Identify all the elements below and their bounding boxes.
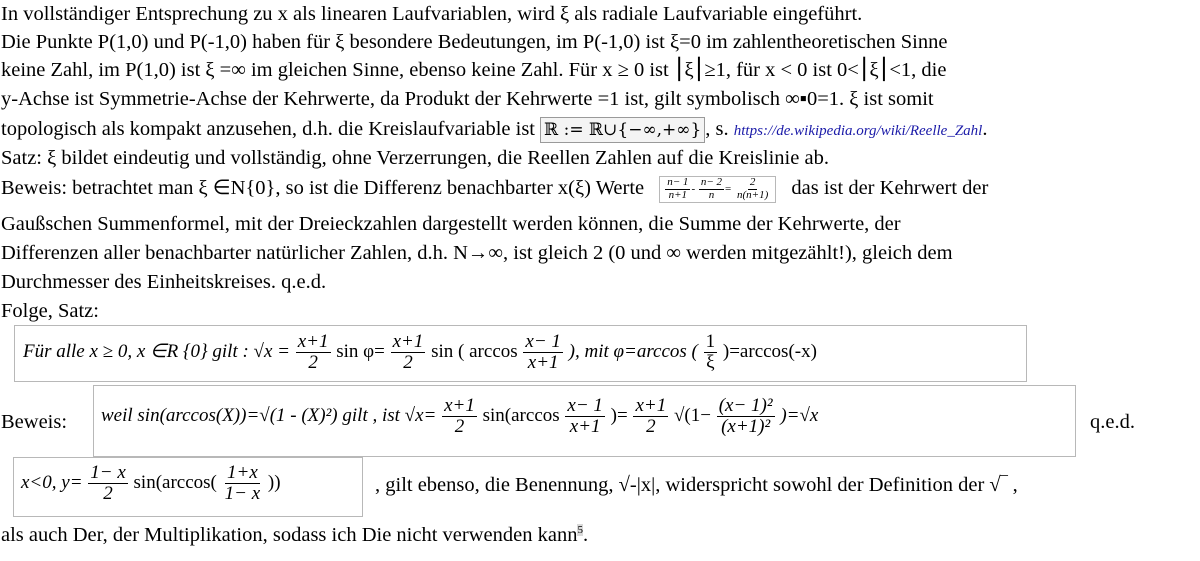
- text-line-10: Durchmesser des Einheitskreises. q.e.d.: [1, 271, 327, 293]
- text-line-6: Satz: ξ bildet eindeutig und vollständig, ohne Verzerrungen, die Reellen Zahlen auf die Kreislinie ab.: [1, 147, 829, 169]
- text-line-8: Gaußschen Summenformel, mit der Dreieckzahlen dargestellt werden können, die Summe der Kehrwerte, der: [1, 213, 901, 235]
- formula-box-1: Für alle x ≥ 0, x ∈R {0} gilt : √x = $\frac{x+1}{2}$ sin φ= $\frac{x+1}{2}$ sin ( arccos $\frac{x- 1}{x+1}$ ), mit φ=arccos ( $\frac{1}{\xi}$ )=arccos(-x): [14, 325, 1027, 382]
- text-line-3: keine Zahl, im P(1,0) ist ξ =∞ im gleichen Sinne, ebenso keine Zahl. Für x ≥ 0 ist ⎮ξ⎮≥1, für x < 0 ist 0<⎮ξ⎮<1, die: [1, 59, 947, 81]
- wikipedia-link[interactable]: https://de.wikipedia.org/wiki/Reelle_Zahl: [733, 123, 983, 139]
- text-line-1: In vollständiger Entsprechung zu x als linearen Laufvariablen, wird ξ als radiale Laufvariable eingeführt.: [1, 3, 863, 25]
- text-line-2: Die Punkte P(1,0) und P(-1,0) haben für ξ besondere Bedeutungen, im P(-1,0) ist ξ=0 im zahlentheoretischen Sinne: [1, 31, 948, 53]
- text-line-4: y-Achse ist Symmetrie-Achse der Kehrwerte, da Produkt der Kehrwerte =1 ist, gilt symbolisch ∞▪0=1. ξ ist somit: [1, 88, 934, 110]
- text-line-9: Differenzen aller benachbarter natürlicher Zahlen, d.h. N→∞, ist gleich 2 (0 und ∞ werden mitgezählt!), gleich dem: [1, 242, 953, 264]
- text-line-11: Folge, Satz:: [1, 300, 99, 322]
- text-line-7-end: das ist der Kehrwert der: [791, 177, 989, 199]
- text-line-15-body: als auch Der, der Multiplikation, sodass ich Die nicht verwenden kann: [1, 523, 578, 546]
- footnote-marker[interactable]: 5: [577, 524, 583, 536]
- text-line-7-start: Beweis: betrachtet man ξ ∈N{0}, so ist die Differenz benachbarter x(ξ) Werte: [1, 177, 645, 199]
- formula-box-2: weil sin(arccos(X))=√(1 - (X)²) gilt , ist √x= $\frac{x+1}{2}$ sin(arccos $\frac{x- 1}{x+1}$ )= $\frac{x+1}{2}$ √(1− $\frac{\text{(x− 1)²}}{\text{(x+1)²}}$ )=√x: [93, 385, 1076, 457]
- text-line-5-end: .: [982, 118, 988, 140]
- difference-formula-box: $\frac{n- 1}{n+1}$ - $\frac{n- 2}{n}$ = $\frac{2}{n(n+1)}$: [659, 176, 776, 203]
- text-line-15: als auch Der, der Multiplikation, sodass ich Die nicht verwenden kann$^5$.: [1, 523, 589, 546]
- text-line-5-mid: , s.: [705, 118, 729, 140]
- text-line-7: [1, 176, 988, 203]
- qed-label: q.e.d.: [1090, 411, 1135, 433]
- formula-box-3: x<0, y= $\frac{1- x}{2}$ sin(arccos( $\frac{1+x}{1- x}$ )): [13, 457, 363, 517]
- beweis-label: Beweis:: [1, 411, 68, 433]
- text-line-5: [1, 117, 987, 143]
- text-line-5-start: topologisch als kompakt anzusehen, d.h. die Kreislaufvariable ist: [1, 118, 536, 140]
- extended-reals-formula: ℝ := ℝ∪{−∞,+∞}: [540, 117, 705, 143]
- text-line-14: , gilt ebenso, die Benennung, √-|x|, widerspricht sowohl der Definition der √‾ ,: [375, 474, 1018, 496]
